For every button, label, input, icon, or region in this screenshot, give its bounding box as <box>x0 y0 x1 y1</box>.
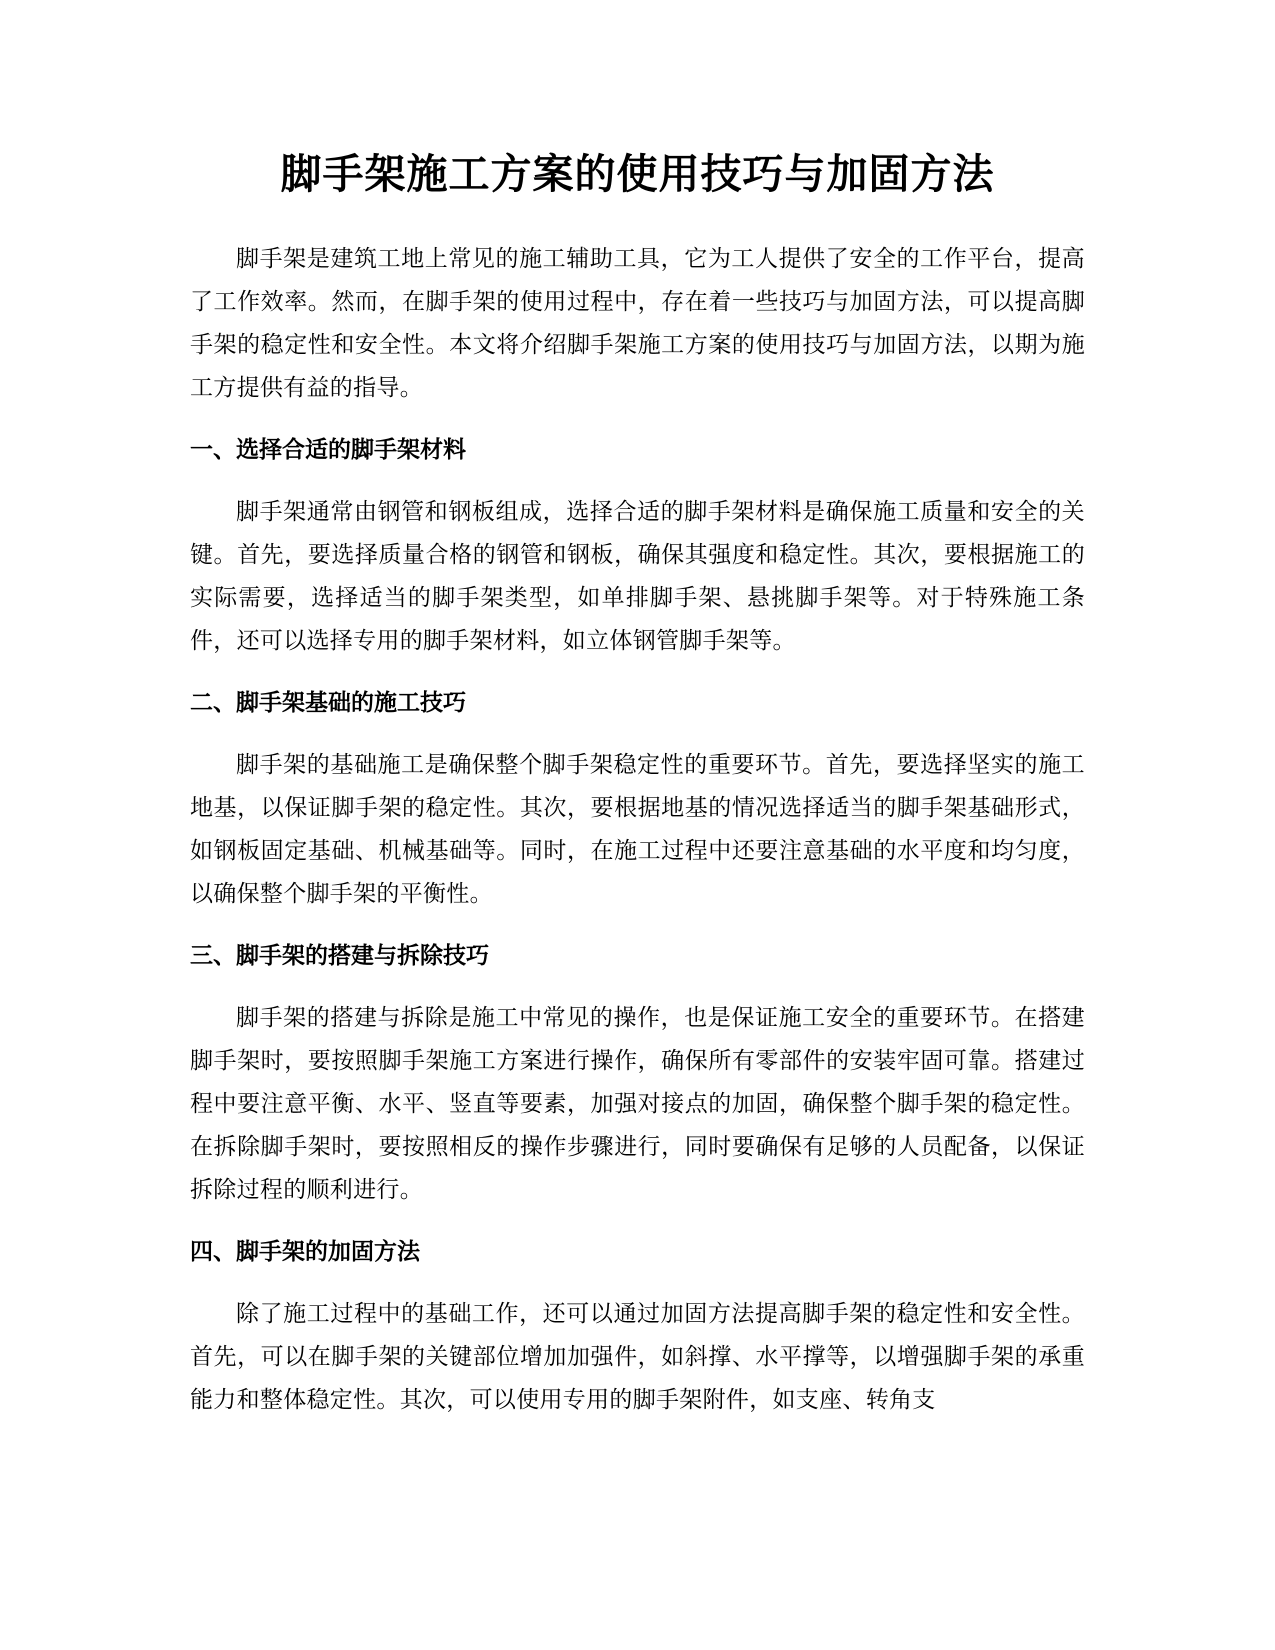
intro-paragraph: 脚手架是建筑工地上常见的施工辅助工具，它为工人提供了安全的工作平台，提高了工作效率。然而，在脚手架的使用过程中，存在着一些技巧与加固方法，可以提高脚手架的稳定性和安全性。本文将介绍脚手架施工方案的使用技巧与加固方法，以期为施工方提供有益的指导。 <box>190 246 1085 401</box>
section-heading-4: 四、脚手架的加固方法 <box>190 1239 420 1265</box>
section-paragraph-3: 脚手架的搭建与拆除是施工中常见的操作，也是保证施工安全的重要环节。在搭建脚手架时，要按照脚手架施工方案进行操作，确保所有零部件的安装牢固可靠。搭建过程中要注意平衡、水平、竖直等要素，加强对接点的加固，确保整个脚手架的稳定性。在拆除脚手架时，要按照相反的操作步骤进行，同时要确保有足够的人员配备，以保证拆除过程的顺利进行。 <box>190 1005 1085 1203</box>
section-heading-1: 一、选择合适的脚手架材料 <box>190 437 466 463</box>
section-paragraph-1: 脚手架通常由钢管和钢板组成，选择合适的脚手架材料是确保施工质量和安全的关键。首先，要选择质量合格的钢管和钢板，确保其强度和稳定性。其次，要根据施工的实际需要，选择适当的脚手架类型，如单排脚手架、悬挑脚手架等。对于特殊施工条件，还可以选择专用的脚手架材料，如立体钢管脚手架等。 <box>190 499 1085 654</box>
section-paragraph-4: 除了施工过程中的基础工作，还可以通过加固方法提高脚手架的稳定性和安全性。首先，可以在脚手架的关键部位增加加强件，如斜撑、水平撑等，以增强脚手架的承重能力和整体稳定性。其次，可以使用专用的脚手架附件，如支座、转角支 <box>190 1301 1085 1413</box>
document-body <box>190 238 1085 1422</box>
section-heading-2: 二、脚手架基础的施工技巧 <box>190 690 466 716</box>
section-paragraph-2: 脚手架的基础施工是确保整个脚手架稳定性的重要环节。首先，要选择坚实的施工地基，以保证脚手架的稳定性。其次，要根据地基的情况选择适当的脚手架基础形式，如钢板固定基础、机械基础等。同时，在施工过程中还要注意基础的水平度和均匀度，以确保整个脚手架的平衡性。 <box>190 752 1085 907</box>
section-heading-3: 三、脚手架的搭建与拆除技巧 <box>190 943 489 969</box>
document-title: 脚手架施工方案的使用技巧与加固方法 <box>280 150 995 198</box>
